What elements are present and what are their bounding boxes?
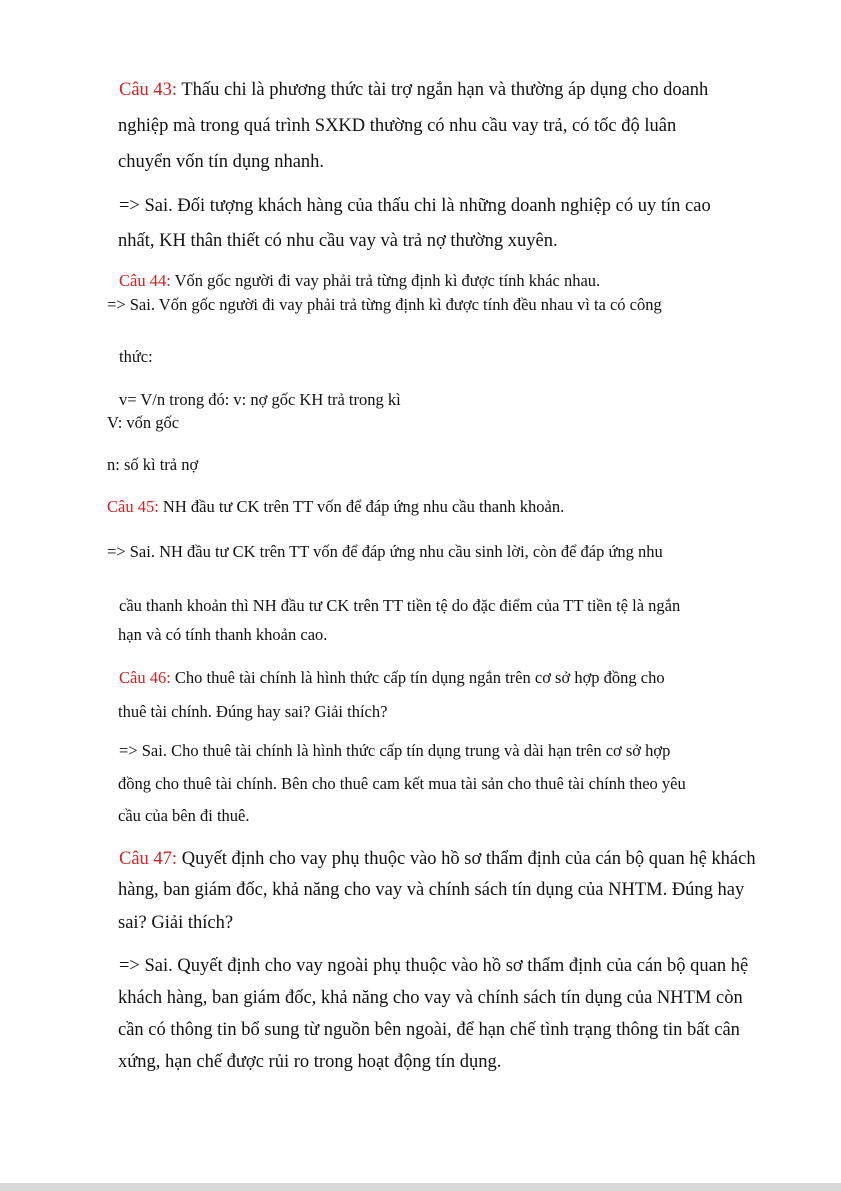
answer-47-line-3: cần có thông tin bổ sung từ nguồn bên ngoài, để hạn chế tình trạng thông tin bất cân	[118, 1020, 740, 1040]
question-43-line-1: Câu 43: Thấu chi là phương thức tài trợ ngắn hạn và thường áp dụng cho doanh	[119, 80, 709, 100]
answer-47-line-4: xứng, hạn chế được rủi ro trong hoạt động tín dụng.	[118, 1052, 502, 1072]
answer-43-line-1: => Sai. Đối tượng khách hàng của thấu chi là những doanh nghiệp có uy tín cao	[119, 196, 711, 216]
question-43-label: Câu 43:	[119, 80, 178, 100]
answer-43-line-2: nhất, KH thân thiết có nhu cầu vay và trả nợ thường xuyên.	[118, 231, 558, 251]
question-46-line-1: Câu 46: Cho thuê tài chính là hình thức cấp tín dụng ngắn trên cơ sở hợp đồng cho	[119, 668, 665, 687]
question-47-line-3: sai? Giải thích?	[118, 913, 234, 933]
answer-47-line-1: => Sai. Quyết định cho vay ngoài phụ thuộc vào hồ sơ thẩm định của cán bộ quan hệ	[119, 956, 749, 976]
question-47-line-1: Câu 47: Quyết định cho vay phụ thuộc vào hồ sơ thẩm định của cán bộ quan hệ khách	[119, 849, 756, 869]
page-bottom-edge	[0, 1183, 841, 1191]
formula-line: v= V/n trong đó: v: nợ gốc KH trả trong kì	[119, 390, 401, 409]
question-46-label: Câu 46:	[119, 668, 171, 687]
question-43-line-3: chuyển vốn tín dụng nhanh.	[118, 152, 325, 172]
answer-44-line-1: => Sai. Vốn gốc người đi vay phải trả từng định kì được tính đều nhau vì ta có công	[107, 295, 662, 314]
answer-45-line-3: hạn và có tính thanh khoản cao.	[118, 625, 328, 644]
question-47-label: Câu 47:	[119, 849, 178, 869]
answer-46-line-1: => Sai. Cho thuê tài chính là hình thức cấp tín dụng trung và dài hạn trên cơ sở hợp	[119, 741, 671, 760]
question-43-line-2: nghiệp mà trong quá trình SXKD thường có nhu cầu vay trả, có tốc độ luân	[118, 116, 677, 136]
answer-46-line-2: đồng cho thuê tài chính. Bên cho thuê cam kết mua tài sản cho thuê tài chính theo yêu	[118, 774, 686, 793]
answer-46-line-3: cầu của bên đi thuê.	[118, 806, 250, 825]
question-47-line-2: hàng, ban giám đốc, khả năng cho vay và chính sách tín dụng của NHTM. Đúng hay	[118, 880, 745, 900]
answer-44-line-2: thức:	[119, 347, 153, 366]
question-45-label: Câu 45:	[107, 497, 159, 516]
question-46-line-2: thuê tài chính. Đúng hay sai? Giải thích?	[118, 702, 388, 721]
answer-47-line-2: khách hàng, ban giám đốc, khả năng cho vay và chính sách tín dụng của NHTM còn	[118, 988, 743, 1008]
formula-n-def: n: số kì trả nợ	[107, 455, 199, 474]
question-44-line-1: Câu 44: Vốn gốc người đi vay phải trả từng định kì được tính khác nhau.	[119, 271, 601, 290]
answer-45-line-2: cầu thanh khoản thì NH đầu tư CK trên TT tiền tệ do đặc điểm của TT tiền tệ là ngắn	[119, 596, 681, 615]
formula-v-def: V: vốn gốc	[107, 413, 180, 432]
question-44-label: Câu 44:	[119, 271, 171, 290]
question-45-line-1: Câu 45: NH đầu tư CK trên TT vốn để đáp ứng nhu cầu thanh khoản.	[107, 497, 565, 516]
answer-45-line-1: => Sai. NH đầu tư CK trên TT vốn để đáp ứng nhu cầu sinh lời, còn để đáp ứng nhu	[107, 542, 663, 561]
